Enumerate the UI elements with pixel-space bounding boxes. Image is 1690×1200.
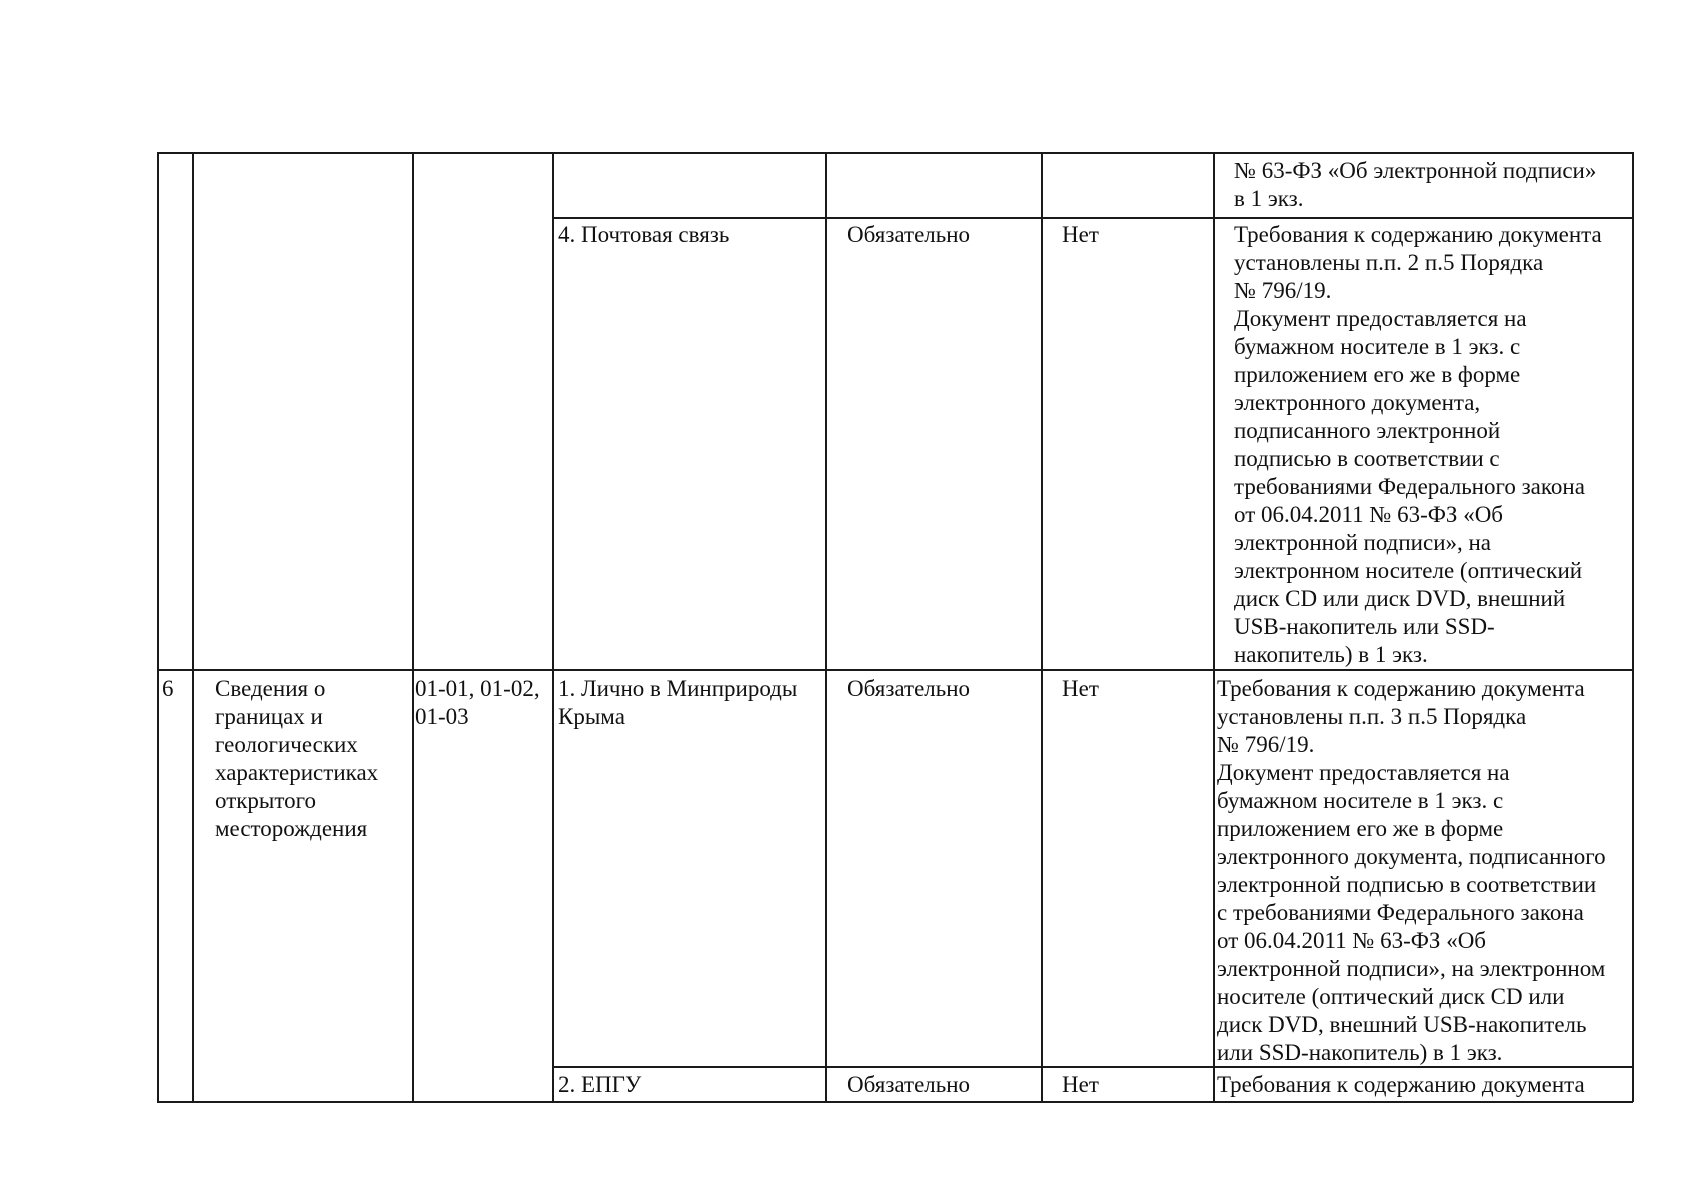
required-cell: Обязательно [847,1072,971,1097]
flag-cell: Нет [1062,222,1099,247]
method-cell: 1. Лично в Минприроды Крыма [558,676,798,729]
required-cell: Обязательно [847,222,971,247]
column-divider-3 [552,152,554,1102]
row-number-cell: 6 [162,676,174,701]
column-divider-6 [1213,152,1215,1102]
flag-cell: Нет [1062,676,1099,701]
requirements-cell: Требования к содержанию документа [1217,1072,1585,1097]
flag-cell: Нет [1062,1072,1099,1097]
row-divider-subrow-1 [552,217,1633,219]
requirements-cell: Требования к содержанию документа установлены п.п. 2 п.5 Порядка № 796/19. Документ предоставляется на бумажном носителе в 1 экз. с приложением его же в форме электронного документа, подписанного электронной подписью в соответствии с требованиями Федерального закона от 06.04.2011 № 63-ФЗ «Об электронной подписи», на электронном носителе (оптический диск CD или диск DVD, внешний USB-накопитель или SSD- накопитель) в 1 экз. [1234,222,1602,667]
table-bottom-border [157,1101,1633,1103]
method-cell: 2. ЕПГУ [558,1072,642,1097]
method-cell: 4. Почтовая связь [558,222,730,247]
required-cell: Обязательно [847,676,971,701]
table-top-border [157,152,1633,154]
column-divider-5 [1041,152,1043,1102]
row-divider-row-6 [157,669,1633,671]
table-left-border [157,152,159,1102]
column-divider-1 [192,152,194,1102]
codes-cell: 01-01, 01-02, 01-03 [415,676,540,729]
column-divider-2 [412,152,414,1102]
requirements-cell: Требования к содержанию документа установлены п.п. 3 п.5 Порядка № 796/19. Документ предоставляется на бумажном носителе в 1 экз. с приложением его же в форме электронного документа, подписанного электронной подписью в соответствии с требованиями Федерального закона от 06.04.2011 № 63-ФЗ «Об электронной подписи», на электронном носителе (оптический диск CD или диск DVD, внешний USB-накопитель или SSD-накопитель) в 1 экз. [1217,676,1606,1065]
requirements-cell: № 63-ФЗ «Об электронной подписи» в 1 экз. [1234,158,1597,211]
document-name-cell: Сведения о границах и геологических характеристиках открытого месторождения [215,676,379,841]
column-divider-4 [825,152,827,1102]
table-right-border [1632,152,1634,1102]
